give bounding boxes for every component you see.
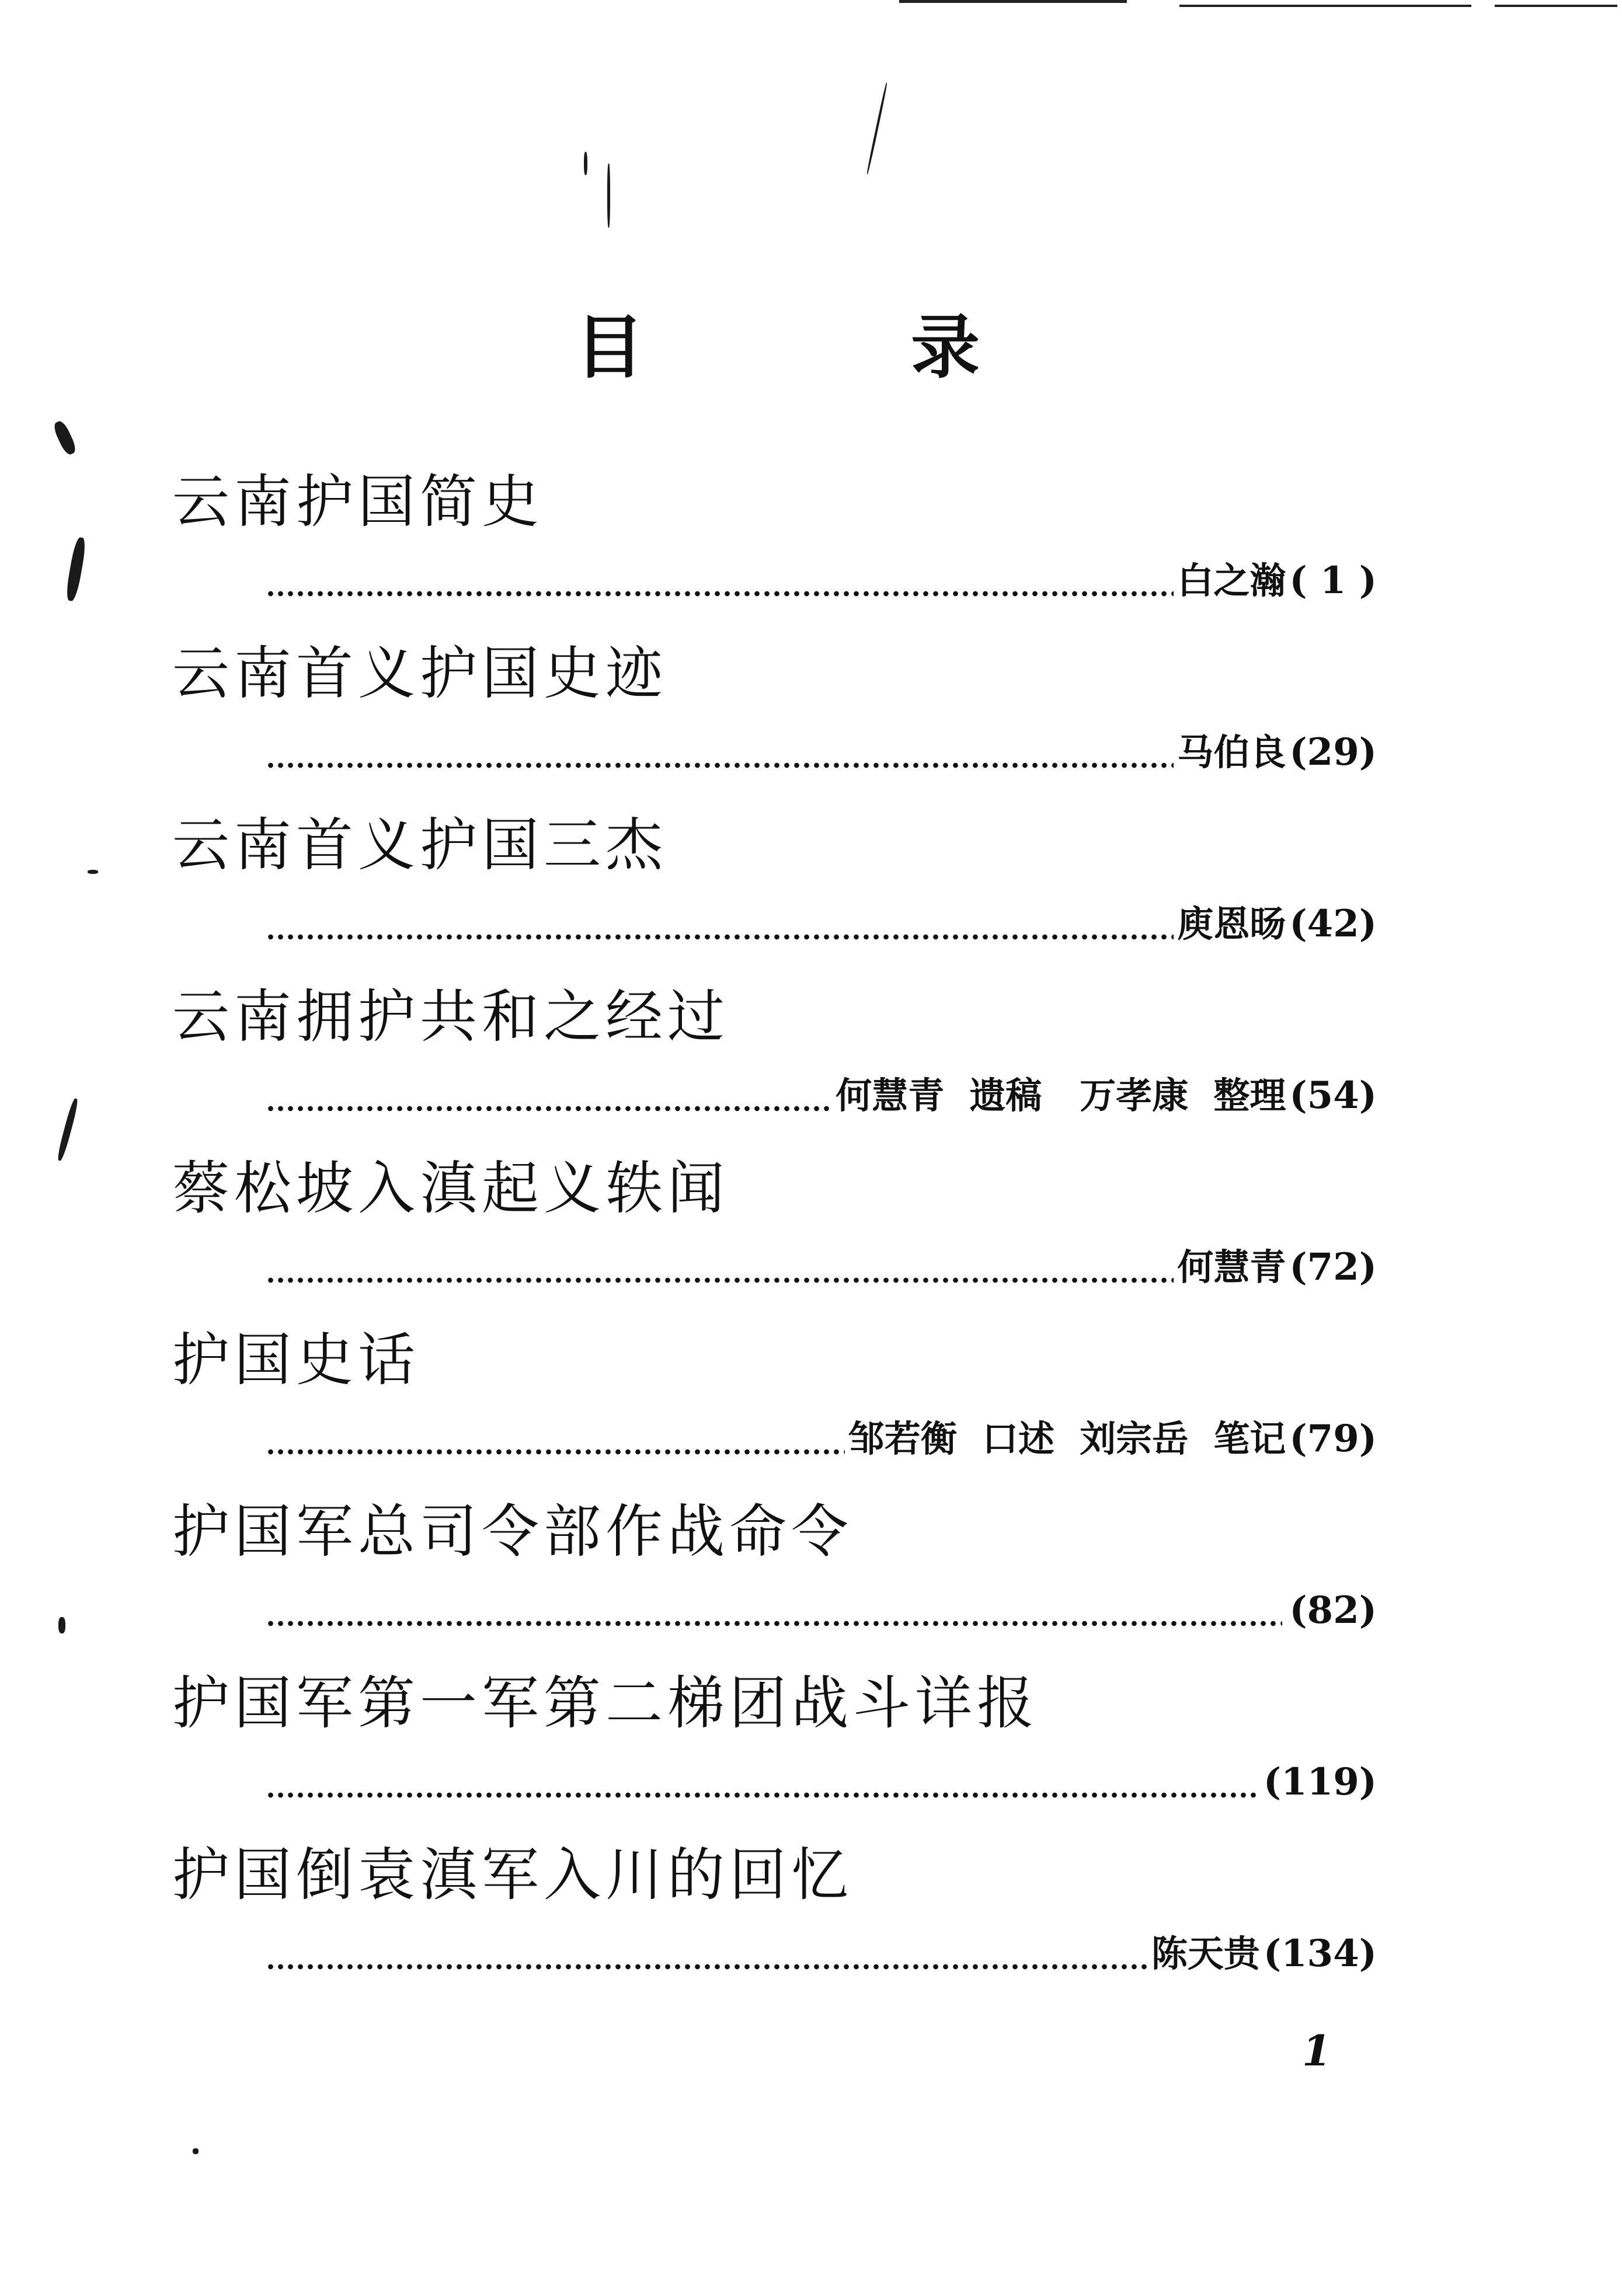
toc-entry[interactable] bbox=[0, 1828, 1622, 2000]
scan-speck bbox=[193, 2148, 199, 2154]
leader-dots bbox=[266, 1949, 1148, 1973]
entry-page-number: (82) bbox=[1289, 1588, 1377, 1632]
entry-title: 云南拥护共和之经过 bbox=[172, 984, 730, 1050]
entry-author: 庾恩旸 bbox=[1177, 903, 1286, 945]
scan-speck bbox=[51, 419, 78, 457]
entry-page-number: (29) bbox=[1289, 730, 1377, 774]
leader-dots bbox=[266, 1434, 845, 1458]
toc-entry[interactable] bbox=[0, 1314, 1622, 1485]
entry-leader-line bbox=[266, 895, 1377, 953]
entry-author: 何慧青 bbox=[1177, 1246, 1286, 1288]
entry-author: 马伯良 bbox=[1177, 731, 1286, 774]
heading-char-2: 录 bbox=[911, 307, 980, 388]
entry-author: 白之瀚 bbox=[1177, 559, 1286, 602]
toc-entry[interactable] bbox=[0, 970, 1622, 1142]
toc-entry[interactable] bbox=[0, 455, 1622, 627]
top-rule bbox=[899, 0, 1127, 3]
top-rule bbox=[1495, 5, 1617, 7]
toc-entry[interactable] bbox=[0, 627, 1622, 799]
leader-dots bbox=[266, 1606, 1282, 1629]
leader-dots bbox=[266, 748, 1174, 771]
entry-leader-line bbox=[266, 552, 1377, 610]
heading-char-1: 目 bbox=[575, 307, 645, 388]
entry-title: 护国军总司令部作战命令 bbox=[172, 1499, 854, 1565]
entry-page-number: (42) bbox=[1289, 902, 1377, 946]
leader-dots bbox=[266, 1778, 1256, 1801]
entry-title: 护国军第一军第二梯团战斗详报 bbox=[172, 1670, 1039, 1737]
table-of-contents bbox=[0, 455, 1622, 2000]
entry-author: 何慧青 遗稿 万孝康 整理 bbox=[836, 1074, 1286, 1117]
entry-page-number: (54) bbox=[1289, 1074, 1377, 1117]
entry-page-number: (119) bbox=[1263, 1760, 1377, 1804]
entry-title: 云南首义护国三杰 bbox=[172, 812, 668, 879]
entry-author: 陈天贵 bbox=[1151, 1932, 1260, 1975]
scan-speck bbox=[584, 152, 587, 175]
scan-speck bbox=[607, 163, 610, 228]
entry-author: 邹若衡 口述 刘宗岳 笔记 bbox=[848, 1417, 1286, 1460]
entry-page-number: (79) bbox=[1289, 1417, 1377, 1461]
toc-entry[interactable] bbox=[0, 1142, 1622, 1314]
entry-title: 护国倒袁滇军入川的回忆 bbox=[172, 1842, 854, 1908]
entry-leader-line bbox=[266, 1581, 1377, 1640]
entry-leader-line bbox=[266, 1753, 1377, 1811]
scan-speck bbox=[866, 82, 887, 174]
entry-page-number: (72) bbox=[1289, 1245, 1377, 1289]
top-rule bbox=[1179, 5, 1471, 7]
entry-leader-line bbox=[266, 723, 1377, 782]
entry-page-number: (134) bbox=[1263, 1932, 1377, 1976]
entry-title: 云南首义护国史迹 bbox=[172, 640, 668, 707]
leader-dots bbox=[266, 1263, 1174, 1286]
entry-title: 护国史话 bbox=[172, 1327, 420, 1393]
entry-title: 云南护国简史 bbox=[172, 469, 544, 535]
entry-leader-line bbox=[266, 1925, 1377, 1983]
leader-dots bbox=[266, 576, 1174, 600]
entry-leader-line bbox=[266, 1238, 1377, 1297]
toc-entry[interactable] bbox=[0, 799, 1622, 970]
toc-entry[interactable] bbox=[0, 1657, 1622, 1828]
entry-leader-line bbox=[266, 1067, 1377, 1125]
entry-leader-line bbox=[266, 1410, 1377, 1468]
leader-dots bbox=[266, 919, 1174, 943]
page-number: 1 bbox=[1302, 2026, 1332, 2075]
leader-dots bbox=[266, 1091, 832, 1114]
entry-page-number: ( 1 ) bbox=[1289, 559, 1377, 602]
toc-entry[interactable] bbox=[0, 1485, 1622, 1657]
contents-heading bbox=[0, 304, 1622, 391]
entry-title: 蔡松坡入滇起义轶闻 bbox=[172, 1155, 730, 1222]
